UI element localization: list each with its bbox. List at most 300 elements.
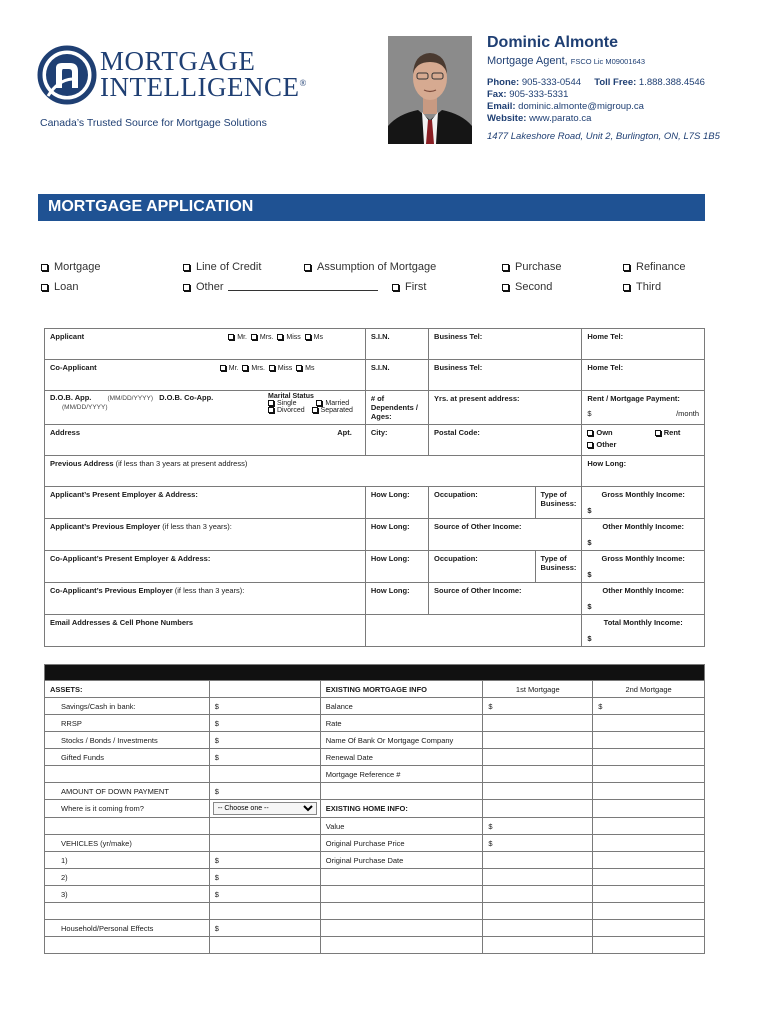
balance-label-cell: [320, 698, 483, 715]
dollar-sign: $: [587, 570, 592, 579]
tollfree-label: Toll Free:: [594, 77, 637, 88]
checkbox[interactable]: [623, 264, 630, 271]
dollar-sign: $: [214, 890, 219, 899]
co-applicant-cell[interactable]: [45, 360, 366, 391]
rate-label-cell: [320, 715, 483, 732]
fax-label: Fax:: [487, 89, 507, 100]
checkbox-ms[interactable]: [296, 365, 302, 371]
previous-address-cell[interactable]: [45, 456, 582, 487]
logo-line-1: MORTGAGE: [100, 46, 256, 76]
table-row: [45, 715, 705, 732]
table-row: [45, 886, 705, 903]
home-tel-cell[interactable]: [582, 329, 705, 360]
option-label: Third: [636, 281, 662, 293]
household-input[interactable]: [209, 920, 320, 937]
coapp-previous-employer-row: [45, 583, 705, 615]
vehicles-label-cell: [45, 835, 210, 852]
agent-fax-line: [487, 89, 568, 100]
business-tel-label: Business Tel:: [434, 332, 483, 341]
table-row: [45, 835, 705, 852]
rrsp-label: RRSP: [61, 719, 82, 728]
how-long-cell[interactable]: [365, 583, 428, 615]
existing-mortgage-label: EXISTING MORTGAGE INFO: [325, 685, 428, 694]
vehicle-3-label: 3): [61, 890, 68, 899]
balance-second-input[interactable]: [593, 698, 705, 715]
empty-cell: [483, 886, 593, 903]
empty-cell: [593, 783, 705, 800]
dollar-sign: $: [214, 873, 219, 882]
table-row: [45, 783, 705, 800]
table-row: [45, 800, 705, 818]
city-cell[interactable]: [365, 425, 428, 456]
coapp-previous-employer-cell[interactable]: [45, 583, 366, 615]
empty-cell: [209, 681, 320, 698]
option-label: Other: [196, 281, 224, 293]
title-miss-label: Miss: [286, 334, 301, 341]
table-row: [45, 818, 705, 835]
empty-cell: [593, 818, 705, 835]
option-label: Refinance: [636, 261, 686, 273]
option-label: First: [405, 281, 427, 293]
empty-cell: [209, 835, 320, 852]
where-from-cell: [209, 800, 320, 818]
empty-cell: [483, 903, 593, 920]
source-income-cell[interactable]: [429, 519, 582, 551]
sin-label: S.I.N.: [370, 332, 390, 341]
table-row: [45, 749, 705, 766]
orig-date-label-cell: [320, 852, 483, 869]
rrsp-input[interactable]: [209, 715, 320, 732]
where-from-select[interactable]: [213, 802, 317, 815]
empty-cell: [209, 818, 320, 835]
rate-second-input[interactable]: [593, 715, 705, 732]
website-label: Website:: [487, 113, 527, 124]
stocks-label-cell: [45, 732, 210, 749]
empty-cell: [593, 903, 705, 920]
empty-cell: [593, 852, 705, 869]
other-income-cell[interactable]: [582, 583, 705, 615]
checkbox-mr[interactable]: [220, 365, 226, 371]
other-label: Other: [596, 440, 617, 449]
reference-second-input[interactable]: [593, 766, 705, 783]
email-cell-cell[interactable]: [45, 615, 366, 647]
empty-cell: [320, 886, 483, 903]
how-long-label: How Long:: [587, 459, 627, 468]
checkbox[interactable]: [183, 284, 190, 291]
empty-cell: [45, 818, 210, 835]
stocks-input[interactable]: [209, 732, 320, 749]
dob-app-label: D.O.B. App.: [50, 393, 92, 402]
household-label-cell: [45, 920, 210, 937]
dollar-sign: $: [488, 702, 493, 711]
dollar-sign: $: [488, 839, 493, 848]
mortgage-intelligence-logo-icon: [36, 44, 98, 106]
empty-cell: [593, 920, 705, 937]
occupation-cell[interactable]: [429, 487, 536, 519]
postal-code-cell[interactable]: [429, 425, 582, 456]
table-header-bar: [45, 665, 705, 681]
savings-label: Savings/Cash in bank:: [61, 702, 136, 711]
coapp-previous-employer-label: Co-Applicant’s Previous Employer: [50, 586, 173, 595]
balance-first-input[interactable]: [483, 698, 593, 715]
empty-cell: [209, 903, 320, 920]
checkbox-ms[interactable]: [305, 334, 311, 340]
fax-value: 905-333-5331: [509, 89, 569, 100]
reference-first-input[interactable]: [483, 766, 593, 783]
empty-cell: [593, 869, 705, 886]
checkbox[interactable]: [502, 284, 509, 291]
empty-cell: [320, 937, 483, 954]
rent-label: Rent: [663, 428, 681, 437]
vehicle-2-input[interactable]: [209, 869, 320, 886]
option-label: Mortgage: [54, 261, 101, 273]
option-line-of-credit[interactable]: [183, 261, 261, 273]
other-income-label: Other Monthly Income:: [602, 586, 685, 595]
empty-cell: [483, 783, 593, 800]
email-cell-input[interactable]: [365, 615, 582, 647]
rate-first-input[interactable]: [483, 715, 593, 732]
other-text-line[interactable]: [228, 283, 378, 291]
where-from-label: Where is it coming from?: [61, 804, 144, 813]
option-second[interactable]: [502, 281, 552, 293]
checkbox-mr[interactable]: [228, 334, 234, 340]
logo-wordmark: [100, 46, 307, 102]
separated-label: Separated: [320, 407, 353, 414]
vehicle-2-label-cell: [45, 869, 210, 886]
dollar-sign: $: [598, 702, 603, 711]
previous-address-row: [45, 456, 705, 487]
checkbox[interactable]: [41, 284, 48, 291]
how-long-label: How Long:: [370, 490, 410, 499]
existing-home-label: EXISTING HOME INFO:: [325, 804, 408, 813]
address-cell[interactable]: [45, 425, 366, 456]
source-income-label: Source of Other Income:: [434, 522, 522, 531]
checkbox-married[interactable]: [316, 400, 322, 406]
how-long-label: How Long:: [370, 586, 410, 595]
empty-cell: [209, 937, 320, 954]
app-previous-employer-label: Applicant’s Previous Employer: [50, 522, 161, 531]
email-cell-row: [45, 615, 705, 647]
website-link[interactable]: www.parato.ca: [529, 113, 592, 124]
sin-cell[interactable]: [365, 329, 428, 360]
dependents-cell[interactable]: [365, 391, 428, 425]
household-label: Household/Personal Effects: [61, 924, 154, 933]
down-payment-label: AMOUNT OF DOWN PAYMENT: [61, 787, 169, 796]
business-tel-label: Business Tel:: [434, 363, 483, 372]
bank-name-label: Name Of Bank Or Mortgage Company: [325, 736, 454, 745]
home-tel-cell[interactable]: [582, 360, 705, 391]
agent-name: Dominic Almonte: [487, 34, 618, 51]
brand-tagline: Canada’s Trusted Source for Mortgage Solutions: [40, 117, 267, 129]
empty-cell: [593, 835, 705, 852]
co-applicant-row: [45, 360, 705, 391]
title-mrs-label: Mrs.: [251, 365, 265, 372]
own-label: Own: [596, 428, 613, 437]
renewal-second-input[interactable]: [593, 749, 705, 766]
checkbox-mrs[interactable]: [251, 334, 257, 340]
type-business-cell[interactable]: [535, 551, 582, 583]
checkbox-other[interactable]: [587, 442, 593, 448]
title-mr-label: Mr.: [228, 365, 239, 372]
savings-input[interactable]: [209, 698, 320, 715]
gross-income-cell[interactable]: [582, 551, 705, 583]
app-previous-employer-cell[interactable]: [45, 519, 366, 551]
app-present-employer-label: Applicant’s Present Employer & Address:: [50, 490, 198, 499]
orig-price-label: Original Purchase Price: [325, 839, 405, 848]
divorced-label: Divorced: [277, 407, 305, 414]
sin-cell[interactable]: [365, 360, 428, 391]
married-label: Married: [325, 400, 350, 407]
gifted-label-cell: [45, 749, 210, 766]
rate-label: Rate: [325, 719, 342, 728]
value-input[interactable]: [483, 818, 593, 835]
dollar-sign: $: [214, 736, 219, 745]
co-applicant-label: Co-Applicant: [50, 363, 97, 372]
dob-format: (MM/DD/YYYY): [62, 404, 108, 411]
occupation-cell[interactable]: [429, 551, 536, 583]
city-label: City:: [370, 428, 388, 437]
table-row: [45, 852, 705, 869]
address-label: Address: [50, 428, 81, 437]
stocks-label: Stocks / Bonds / Investments: [61, 736, 158, 745]
type-business-cell[interactable]: [535, 487, 582, 519]
email-label: Email:: [487, 101, 516, 112]
orig-date-input[interactable]: [483, 852, 593, 869]
empty-cell: [320, 783, 483, 800]
source-income-cell[interactable]: [429, 583, 582, 615]
table-row: [45, 698, 705, 715]
existing-mortgage-header: [320, 681, 483, 698]
rent-payment-cell[interactable]: [582, 391, 705, 425]
empty-cell: [483, 937, 593, 954]
agent-website-line: [487, 113, 591, 124]
how-long-label: How Long:: [370, 554, 410, 563]
occupation-label: Occupation:: [434, 490, 478, 499]
option-refinance[interactable]: [623, 261, 686, 273]
option-other[interactable]: [183, 281, 378, 293]
dob-row: [45, 391, 705, 425]
business-tel-cell[interactable]: [429, 360, 582, 391]
phone-label: Phone:: [487, 77, 520, 88]
vehicle-1-input[interactable]: [209, 852, 320, 869]
empty-cell: [593, 800, 705, 818]
applicant-row: [45, 329, 705, 360]
marital-status-label: Marital Status: [268, 393, 314, 400]
dob-format: (MM/DD/YYYY): [107, 395, 153, 402]
tollfree-value: 1.888.388.4546: [638, 77, 705, 88]
postal-code-label: Postal Code:: [434, 428, 480, 437]
checkbox[interactable]: [392, 284, 399, 291]
checkbox[interactable]: [304, 264, 311, 271]
savings-label-cell: [45, 698, 210, 715]
own-rent-cell[interactable]: [582, 425, 705, 456]
empty-cell: [593, 937, 705, 954]
second-mortgage-header: [593, 681, 705, 698]
assets-header-row: [45, 681, 705, 698]
dependents-label: # of Dependents / Ages:: [370, 394, 418, 421]
agent-photo: [388, 36, 472, 144]
option-loan[interactable]: [41, 281, 78, 293]
bank-first-input[interactable]: [483, 732, 593, 749]
table-row: [45, 903, 705, 920]
down-payment-label-cell: [45, 783, 210, 800]
gifted-input[interactable]: [209, 749, 320, 766]
agent-email-line: [487, 101, 644, 112]
checkbox-rent[interactable]: [655, 430, 661, 436]
table-row: [45, 732, 705, 749]
checkbox[interactable]: [183, 264, 190, 271]
business-tel-cell[interactable]: [429, 329, 582, 360]
apt-label: Apt.: [337, 428, 352, 437]
dob-cell[interactable]: [45, 391, 366, 425]
dollar-sign: $: [587, 409, 592, 418]
checkbox[interactable]: [41, 264, 48, 271]
option-label: Loan: [54, 281, 79, 293]
title-ms-label: Ms: [305, 365, 315, 372]
agent-role: [487, 55, 645, 67]
option-third[interactable]: [623, 281, 661, 293]
coapp-present-employer-cell[interactable]: [45, 551, 366, 583]
single-label: Single: [277, 400, 297, 407]
existing-home-header: [320, 800, 483, 818]
empty-cell: [320, 920, 483, 937]
how-long-cell[interactable]: [582, 456, 705, 487]
checkbox-miss[interactable]: [277, 334, 283, 340]
table-row: [45, 937, 705, 954]
form-title: MORTGAGE APPLICATION: [38, 194, 705, 221]
dob-coapp-label: D.O.B. Co-App.: [159, 393, 214, 402]
agent-license: FSCO Lic M09001643: [570, 57, 646, 66]
option-first[interactable]: [392, 281, 426, 293]
reference-label: Mortgage Reference #: [325, 770, 401, 779]
vehicle-3-input[interactable]: [209, 886, 320, 903]
applicant-cell[interactable]: [45, 329, 366, 360]
dollar-sign: $: [587, 538, 592, 547]
email-link[interactable]: dominic.almonte@migroup.ca: [518, 101, 644, 112]
how-long-cell[interactable]: [365, 519, 428, 551]
option-label: Assumption of Mortgage: [317, 261, 437, 273]
checkbox-separated[interactable]: [312, 407, 318, 413]
down-payment-input[interactable]: [209, 783, 320, 800]
registered-mark: ®: [299, 78, 307, 88]
occupation-label: Occupation:: [434, 554, 478, 563]
years-address-label: Yrs. at present address:: [434, 394, 520, 403]
app-present-employer-row: [45, 487, 705, 519]
applicant-label: Applicant: [50, 332, 85, 341]
balance-label: Balance: [325, 702, 353, 711]
checkbox-mrs[interactable]: [242, 365, 248, 371]
previous-address-note: (if less than 3 years at present address): [115, 459, 248, 468]
checkbox-divorced[interactable]: [268, 407, 274, 413]
previous-address-label: Previous Address: [50, 459, 114, 468]
total-income-label: Total Monthly Income:: [603, 618, 683, 627]
empty-cell: [320, 869, 483, 886]
sin-label: S.I.N.: [370, 363, 390, 372]
total-income-cell[interactable]: [582, 615, 705, 647]
how-long-cell[interactable]: [365, 487, 428, 519]
checkbox[interactable]: [623, 284, 630, 291]
renewal-label: Renewal Date: [325, 753, 373, 762]
option-label: Purchase: [515, 261, 562, 273]
dollar-sign: $: [488, 822, 493, 831]
empty-cell: [209, 766, 320, 783]
address-row: [45, 425, 705, 456]
empty-cell: [45, 903, 210, 920]
checkbox[interactable]: [502, 264, 509, 271]
applicant-table: [44, 328, 705, 647]
dollar-sign: $: [587, 602, 592, 611]
vehicle-3-label-cell: [45, 886, 210, 903]
app-present-employer-cell[interactable]: [45, 487, 366, 519]
assets-header: [45, 681, 210, 698]
assets-table: [44, 664, 705, 954]
logo-line-2: INTELLIGENCE: [100, 72, 300, 102]
type-business-label: Type of Business:: [540, 554, 577, 572]
reference-label-cell: [320, 766, 483, 783]
source-income-label: Source of Other Income:: [434, 586, 522, 595]
less-than-3-note: (if less than 3 years):: [174, 586, 245, 595]
other-income-label: Other Monthly Income:: [602, 522, 685, 531]
checkbox-miss[interactable]: [269, 365, 275, 371]
vehicle-1-label: 1): [61, 856, 68, 865]
how-long-cell[interactable]: [365, 551, 428, 583]
rrsp-label-cell: [45, 715, 210, 732]
phone-value: 905-333-0544: [521, 77, 582, 88]
gross-income-cell[interactable]: [582, 487, 705, 519]
vehicle-2-label: 2): [61, 873, 68, 882]
value-label-cell: [320, 818, 483, 835]
dollar-sign: $: [214, 924, 219, 933]
years-address-cell[interactable]: [429, 391, 582, 425]
agent-role-text: Mortgage Agent,: [487, 55, 568, 67]
home-tel-label: Home Tel:: [587, 363, 624, 372]
coapp-present-employer-row: [45, 551, 705, 583]
option-assumption[interactable]: [304, 261, 436, 273]
title-ms-label: Ms: [313, 334, 324, 341]
checkbox-own[interactable]: [587, 430, 593, 436]
table-row: [45, 920, 705, 937]
gross-income-label: Gross Monthly Income:: [601, 490, 685, 499]
per-month-label: /month: [676, 409, 699, 418]
table-row: [45, 766, 705, 783]
where-from-label-cell: [45, 800, 210, 818]
empty-cell: [45, 937, 210, 954]
vehicle-1-label-cell: [45, 852, 210, 869]
dollar-sign: $: [214, 719, 219, 728]
first-mortgage-label: 1st Mortgage: [515, 685, 560, 694]
header-bar-cell: [45, 665, 705, 681]
empty-cell: [45, 766, 210, 783]
empty-cell: [483, 920, 593, 937]
table-row: [45, 869, 705, 886]
empty-cell: [320, 903, 483, 920]
option-mortgage[interactable]: [41, 261, 100, 273]
dollar-sign: $: [214, 787, 219, 796]
bank-second-input[interactable]: [593, 732, 705, 749]
renewal-first-input[interactable]: [483, 749, 593, 766]
option-purchase[interactable]: [502, 261, 561, 273]
empty-cell: [593, 886, 705, 903]
orig-price-input[interactable]: [483, 835, 593, 852]
bank-name-label-cell: [320, 732, 483, 749]
checkbox-single[interactable]: [268, 400, 274, 406]
other-income-cell[interactable]: [582, 519, 705, 551]
title-mrs-label: Mrs.: [259, 334, 274, 341]
vehicles-label: VEHICLES (yr/make): [61, 839, 132, 848]
agent-phone-line: [487, 77, 705, 88]
dollar-sign: $: [214, 856, 219, 865]
renewal-label-cell: [320, 749, 483, 766]
